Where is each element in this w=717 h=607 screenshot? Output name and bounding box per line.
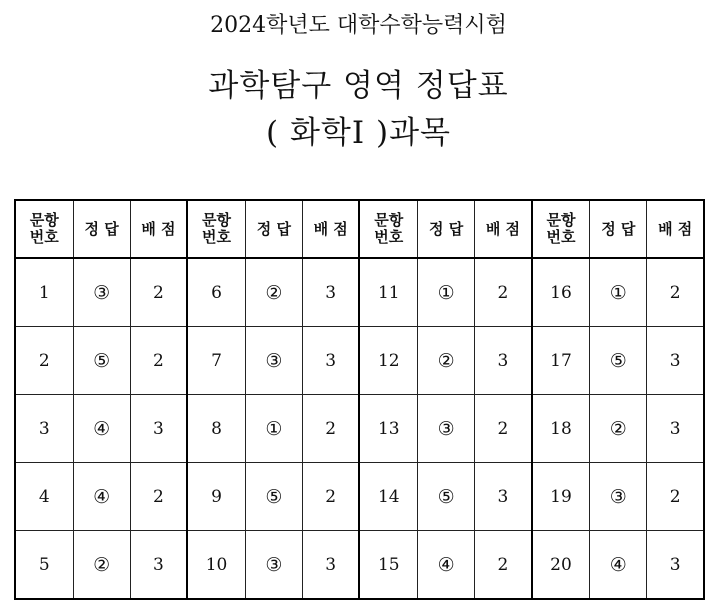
answer-cell: ③ [418, 395, 475, 463]
header-answer: 정 답 [73, 200, 130, 258]
question-number: 4 [15, 463, 73, 531]
table-row [15, 327, 704, 395]
header-points: 배 점 [302, 200, 359, 258]
answer-cell: ⑤ [73, 327, 130, 395]
table-row [15, 395, 704, 463]
points-cell: 3 [647, 327, 704, 395]
answer-cell: ② [245, 258, 302, 327]
points-cell: 3 [475, 327, 532, 395]
header-row [15, 200, 704, 258]
question-number: 14 [359, 463, 417, 531]
question-number: 8 [187, 395, 245, 463]
question-number: 12 [359, 327, 417, 395]
answer-table-body [15, 200, 704, 599]
header-number-line1: 문항 [546, 211, 576, 229]
answer-cell: ③ [245, 531, 302, 600]
question-number: 2 [15, 327, 73, 395]
question-number: 1 [15, 258, 73, 327]
header-points: 배 점 [475, 200, 532, 258]
header-number-line2: 번호 [374, 228, 404, 246]
question-number: 13 [359, 395, 417, 463]
header-number-line2: 번호 [29, 228, 59, 246]
header-number-line1: 문항 [29, 211, 59, 229]
answer-cell: ⑤ [590, 327, 647, 395]
answer-cell: ② [418, 327, 475, 395]
header-answer: 정 답 [418, 200, 475, 258]
answer-cell: ⑤ [245, 463, 302, 531]
question-number: 10 [187, 531, 245, 600]
points-cell: 3 [647, 395, 704, 463]
question-number: 19 [532, 463, 590, 531]
points-cell: 2 [302, 463, 359, 531]
answer-cell: ① [245, 395, 302, 463]
answer-cell: ⑤ [418, 463, 475, 531]
header-answer: 정 답 [245, 200, 302, 258]
points-cell: 3 [130, 395, 187, 463]
answer-cell: ④ [590, 531, 647, 600]
answer-cell: ③ [590, 463, 647, 531]
question-number: 6 [187, 258, 245, 327]
points-cell: 2 [302, 395, 359, 463]
points-cell: 2 [647, 463, 704, 531]
points-cell: 3 [130, 531, 187, 600]
answer-cell: ③ [73, 258, 130, 327]
header-number-line2: 번호 [546, 228, 576, 246]
points-cell: 2 [475, 258, 532, 327]
question-number: 17 [532, 327, 590, 395]
question-number: 9 [187, 463, 245, 531]
points-cell: 2 [475, 531, 532, 600]
points-cell: 2 [130, 463, 187, 531]
points-cell: 3 [302, 531, 359, 600]
answer-table [14, 199, 705, 600]
document-title: 과학탐구 영역 정답표 [208, 68, 509, 104]
header-number [532, 200, 590, 258]
question-number: 7 [187, 327, 245, 395]
points-cell: 3 [302, 258, 359, 327]
table-row [15, 531, 704, 600]
answer-cell: ① [590, 258, 647, 327]
subject-line: ( 화학Ⅰ )과목 [266, 115, 451, 151]
header-number-line1: 문항 [202, 211, 232, 229]
answer-cell: ④ [418, 531, 475, 600]
table-row [15, 258, 704, 327]
points-cell: 2 [475, 395, 532, 463]
question-number: 5 [15, 531, 73, 600]
points-cell: 2 [647, 258, 704, 327]
header-number [15, 200, 73, 258]
points-cell: 2 [130, 258, 187, 327]
header-points: 배 점 [130, 200, 187, 258]
question-number: 20 [532, 531, 590, 600]
question-number: 11 [359, 258, 417, 327]
answer-cell: ① [418, 258, 475, 327]
header-points: 배 점 [647, 200, 704, 258]
answer-cell: ④ [73, 395, 130, 463]
answer-cell: ② [590, 395, 647, 463]
exam-title: 2024학년도 대학수학능력시험 [210, 13, 507, 38]
points-cell: 2 [130, 327, 187, 395]
answer-cell: ② [73, 531, 130, 600]
points-cell: 3 [647, 531, 704, 600]
question-number: 3 [15, 395, 73, 463]
header-answer: 정 답 [590, 200, 647, 258]
header-number [187, 200, 245, 258]
table-row [15, 463, 704, 531]
points-cell: 3 [475, 463, 532, 531]
answer-cell: ④ [73, 463, 130, 531]
header-number-line2: 번호 [202, 228, 232, 246]
header-number-line1: 문항 [374, 211, 404, 229]
header-number [359, 200, 417, 258]
question-number: 15 [359, 531, 417, 600]
answer-cell: ③ [245, 327, 302, 395]
question-number: 16 [532, 258, 590, 327]
question-number: 18 [532, 395, 590, 463]
points-cell: 3 [302, 327, 359, 395]
